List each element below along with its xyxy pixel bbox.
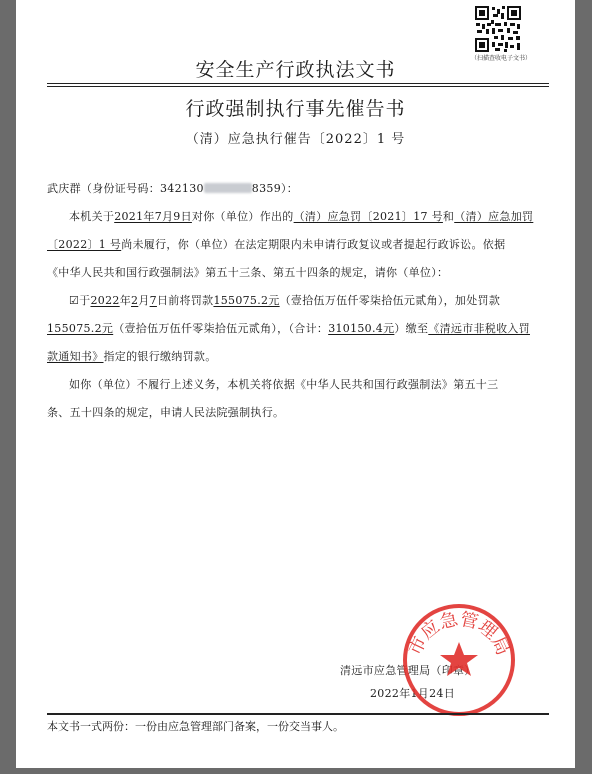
- official-seal-stamp: [399, 600, 519, 720]
- due-day: 7: [149, 294, 157, 307]
- recipient-name-suffix: 8359）：: [251, 182, 299, 195]
- text: （壹拾伍万伍仟零柒拾伍元贰角），（合计：: [113, 322, 329, 335]
- text: （壹拾伍万伍仟零柒拾伍元贰角），加处罚款: [279, 294, 501, 307]
- qr-code: [474, 5, 522, 53]
- svg-text:市应急管理局: 市应急管理局: [404, 608, 514, 659]
- due-year: 2022: [90, 294, 120, 307]
- surcharge-amount: 155075.2元: [47, 322, 114, 335]
- text: 对你（单位）作出的: [191, 210, 294, 223]
- footer-note: 本文书一式两份：一份由应急管理部门备案，一份交当事人。: [47, 720, 344, 733]
- decision-date: 2021年7月9日: [114, 210, 192, 223]
- text: 月: [138, 294, 150, 307]
- obligation-line2: [47, 320, 530, 336]
- document-type-heading: 安全生产行政执法文书: [195, 59, 396, 81]
- text: ）缴至: [394, 322, 429, 335]
- header-rule-top: [47, 83, 549, 84]
- text: 尚未履行，你（单位）在法定期限内未申请行政复议或者提起行政诉讼。依据: [121, 238, 506, 251]
- footer-rule: [47, 713, 549, 715]
- penalty-ref-2-cont: 〔2022〕1 号: [47, 238, 122, 251]
- payment-notice-ref: 《清远市非税收入罚: [428, 322, 530, 335]
- penalty-ref-1: （清）应急罚〔2021〕17 号: [293, 210, 443, 223]
- redacted-id-digits: [204, 183, 252, 193]
- text: 于: [79, 294, 91, 307]
- header-rule-bottom: [47, 86, 549, 87]
- total-amount: 310150.4元: [328, 322, 395, 335]
- issuing-authority: 清远市应急管理局（印章）: [340, 664, 476, 677]
- para1-line2: [47, 236, 505, 252]
- text: 和: [442, 210, 455, 223]
- recipient-name-prefix: 武庆群（身份证号码：342130: [47, 182, 204, 195]
- obligation-line1: [69, 292, 500, 308]
- text: 本机关于: [69, 210, 115, 223]
- para1-line1: [69, 208, 533, 224]
- due-month: 2: [131, 294, 139, 307]
- payment-notice-ref-cont: 款通知书》: [47, 350, 104, 363]
- para1-line3: 《中华人民共和国行政强制法》第五十三条、第五十四条的规定，请你（单位）：: [47, 266, 449, 279]
- checkbox-checked-icon: ☑: [69, 294, 80, 307]
- penalty-ref-2: （清）应急加罚: [454, 210, 534, 223]
- obligation-line3: [47, 348, 217, 364]
- para3-line2: 条、五十四条的规定，申请人民法院强制执行。: [47, 406, 285, 419]
- text: 指定的银行缴纳罚款。: [103, 350, 217, 363]
- recipient-line: [47, 180, 298, 196]
- text: 日前将罚款: [156, 294, 214, 307]
- document-title: 行政强制执行事先催告书: [185, 98, 406, 120]
- fine-amount: 155075.2元: [213, 294, 280, 307]
- qr-caption: （扫描查收电子文书）: [470, 55, 531, 62]
- para3-line1: 如你（单位）不履行上述义务，本机关将依据《中华人民共和国行政强制法》第五十三: [69, 378, 499, 391]
- issue-date: 2022年1月24日: [370, 687, 455, 700]
- text: 年: [119, 294, 131, 307]
- document-page: [16, 0, 575, 768]
- document-number: （清）应急执行催告〔2022〕1 号: [185, 132, 406, 147]
